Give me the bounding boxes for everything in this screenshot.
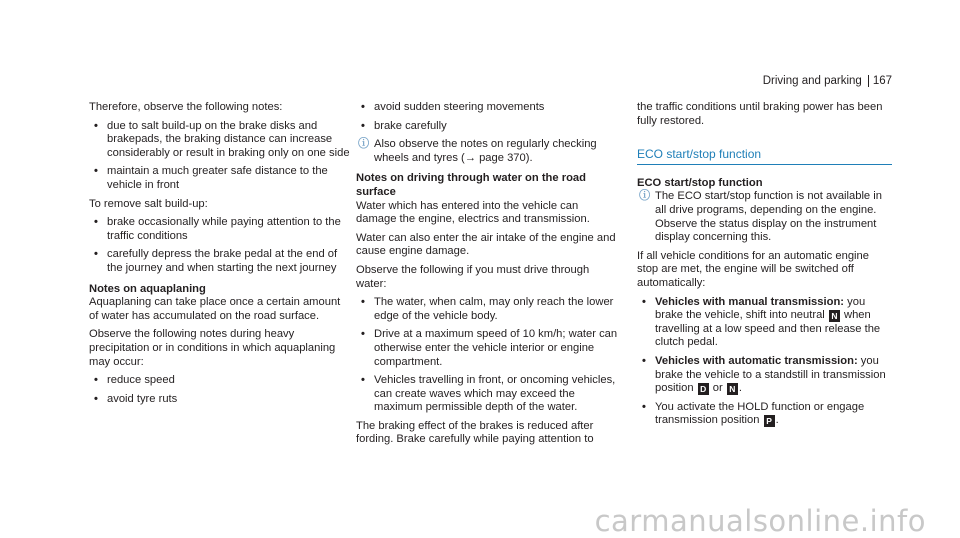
watermark: carmanualsonline.info [594, 504, 926, 538]
info-icon: ⓘ [358, 138, 370, 151]
heavy-intro-text: Observe the following notes during heavy precipitation or in conditions in which aquaplaning may occur: [89, 328, 336, 368]
driving-list [356, 101, 620, 133]
aquaplaning-text: Aquaplaning can take place once a certain amount of water has accumulated on the road surface. [89, 296, 341, 322]
remove-salt-text: To remove salt build-up: [89, 197, 208, 210]
eco-section-title: ECO start/stop function [637, 148, 892, 165]
list-item: • avoid sudden steering movements [356, 101, 620, 115]
eco-note [637, 190, 892, 244]
auto-label: Vehicles with automatic transmission: [655, 354, 858, 367]
water-list [356, 296, 620, 415]
header-section: Driving and parking [762, 75, 862, 87]
continued-text: the traffic conditions until braking power has been fully restored. [637, 101, 883, 127]
neutral-key-icon: N [829, 310, 840, 322]
hold-text: You activate the HOLD function or engage transmission position [655, 400, 865, 427]
intro-text: Therefore, observe the following notes: [89, 101, 283, 113]
eco-list [637, 296, 892, 428]
column-1 [89, 101, 351, 411]
list-item: • carefully depress the brake pedal at the end of the journey and when starting the next journey [89, 248, 351, 275]
water-text-1: Water which has entered into the vehicle can damage the engine, electrics and transmission. [356, 199, 590, 226]
water-text-2: Water can also enter the air intake of the engine and cause engine damage. [356, 231, 616, 258]
auto-text: or [709, 382, 726, 395]
tyre-note [356, 138, 620, 165]
column-3 [637, 101, 892, 433]
list-item: • brake carefully [356, 120, 620, 134]
aquaplaning-heading: Notes on aquaplaning [89, 282, 206, 295]
info-icon: ⓘ [639, 190, 651, 203]
water-heading: Notes on driving through water on the road surface [356, 172, 586, 198]
water-text-4: The braking effect of the brakes is reduced after fording. Brake carefully while paying attention to [356, 419, 594, 446]
list-item-manual [637, 296, 892, 350]
auto-text: you brake the vehicle to a standstill in transmission position [655, 354, 886, 395]
neutral-key-icon: N [727, 383, 738, 395]
list-item: • Vehicles travelling in front, or oncoming vehicles, can create waves which may exceed the maximum permissible depth of the water. [356, 374, 620, 415]
list-item: • Drive at a maximum speed of 10 km/h; water can otherwise enter the vehicle interior or engine compartment. [356, 328, 620, 369]
manual-text: when travelling at a low speed and then release the clutch pedal. [655, 309, 881, 349]
hold-text: . [775, 414, 779, 427]
page-header [763, 75, 892, 89]
note-text: The ECO start/stop function is not available in all drive programs, depending on the engine. Observe the status display on the instrument display concerning this. [655, 190, 882, 244]
list-item: • The water, when calm, may only reach the lower edge of the vehicle body. [356, 296, 620, 323]
list-item-automatic [637, 355, 892, 396]
manual-label: Vehicles with manual transmission: [655, 295, 845, 308]
list-item: • maintain a much greater safe distance to the vehicle in front [89, 165, 351, 192]
auto-text: . [738, 382, 742, 395]
eco-intro-text: If all vehicle conditions for an automatic engine stop are met, the engine will be switched off automatically: [637, 249, 869, 289]
remove-list [89, 216, 351, 275]
list-item: • brake occasionally while paying attention to the traffic conditions [89, 216, 351, 243]
heavy-list [89, 374, 351, 406]
column-2 [356, 101, 620, 452]
drive-key-icon: D [698, 383, 709, 395]
list-item: • due to salt build-up on the brake disks and brakepads, the braking distance can increase considerably or result in braking only on one side [89, 120, 351, 161]
note-text: Also observe the notes on regularly checking wheels and tyres (→ page 370). [374, 138, 597, 164]
water-text-3: Observe the following if you must drive through water: [356, 263, 590, 290]
list-item: • avoid tyre ruts [89, 393, 351, 407]
eco-heading: ECO start/stop function [637, 176, 763, 189]
manual-text: you brake the vehicle, shift into neutral [655, 295, 866, 322]
salt-list [89, 120, 351, 193]
list-item: • reduce speed [89, 374, 351, 388]
list-item-hold [637, 401, 892, 428]
page-number: 167 [868, 75, 892, 87]
park-key-icon: P [764, 415, 775, 427]
